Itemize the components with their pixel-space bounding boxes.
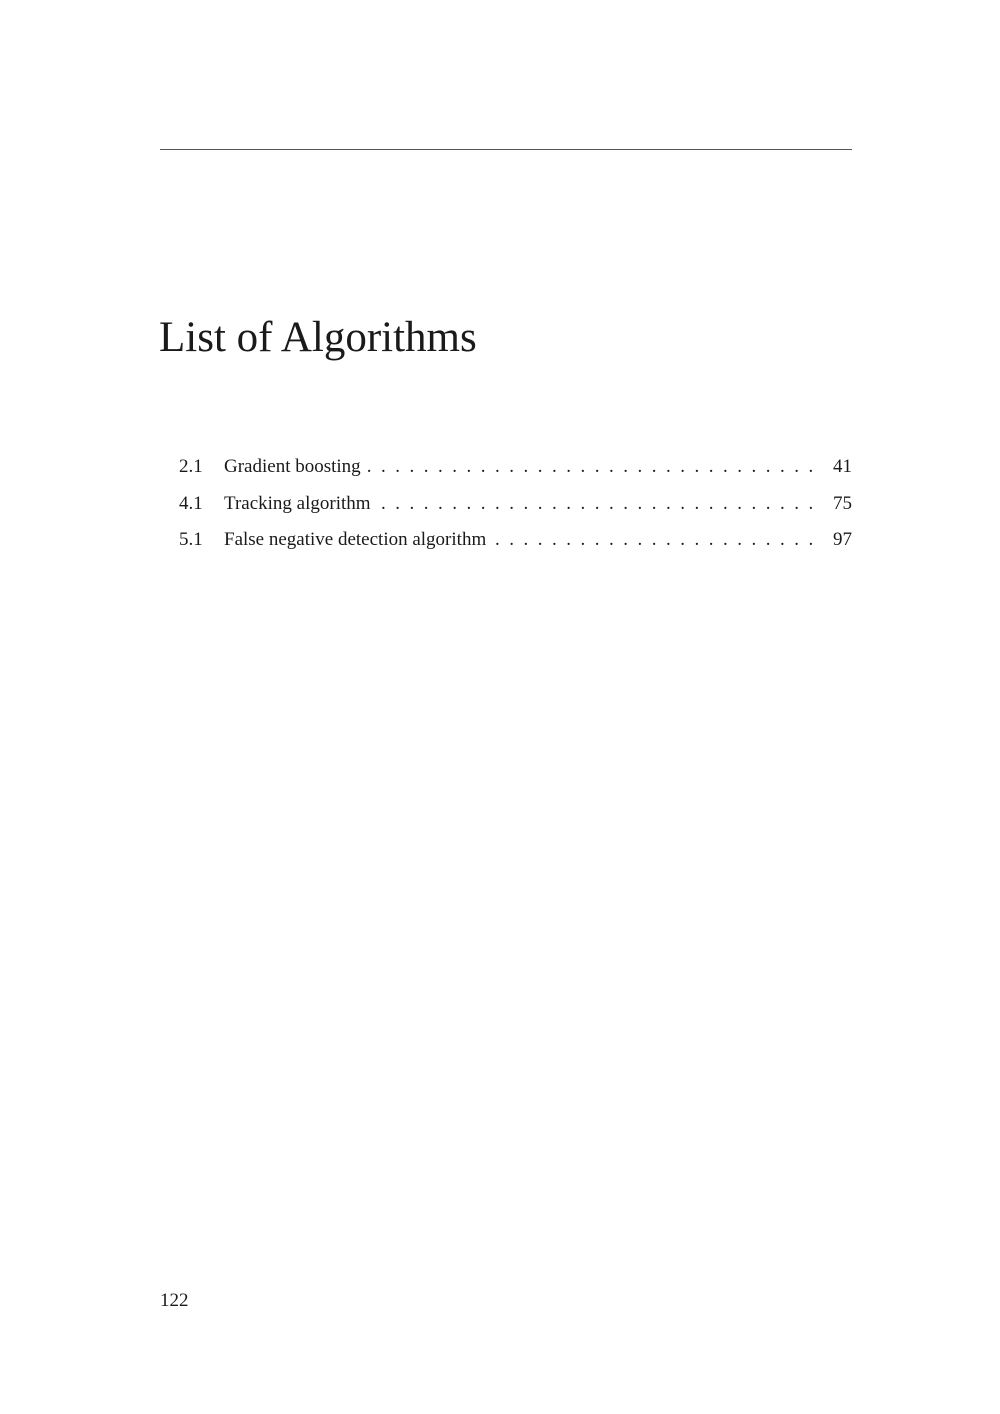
algorithm-number: 5.1 xyxy=(179,529,203,551)
page-number: 122 xyxy=(160,1290,189,1311)
algorithm-title: Tracking algorithm xyxy=(224,490,377,518)
algorithm-number: 4.1 xyxy=(179,492,203,514)
page-title: List of Algorithms xyxy=(159,314,477,361)
algorithm-page: 75 xyxy=(833,492,852,514)
algorithm-number: 2.1 xyxy=(179,456,203,478)
algorithm-entry[interactable] xyxy=(179,449,852,486)
algorithm-page: 41 xyxy=(833,456,852,478)
algorithm-page: 97 xyxy=(833,529,852,551)
list-of-algorithms xyxy=(179,449,852,559)
header-rule xyxy=(160,149,852,150)
algorithm-entry[interactable] xyxy=(179,522,852,559)
algorithm-title: Gradient boosting xyxy=(224,453,367,481)
algorithm-title: False negative detection algorithm xyxy=(224,526,492,554)
dot-leader xyxy=(492,526,832,554)
dot-leader xyxy=(377,490,832,518)
dot-leader xyxy=(367,453,832,481)
algorithm-entry[interactable] xyxy=(179,486,852,523)
